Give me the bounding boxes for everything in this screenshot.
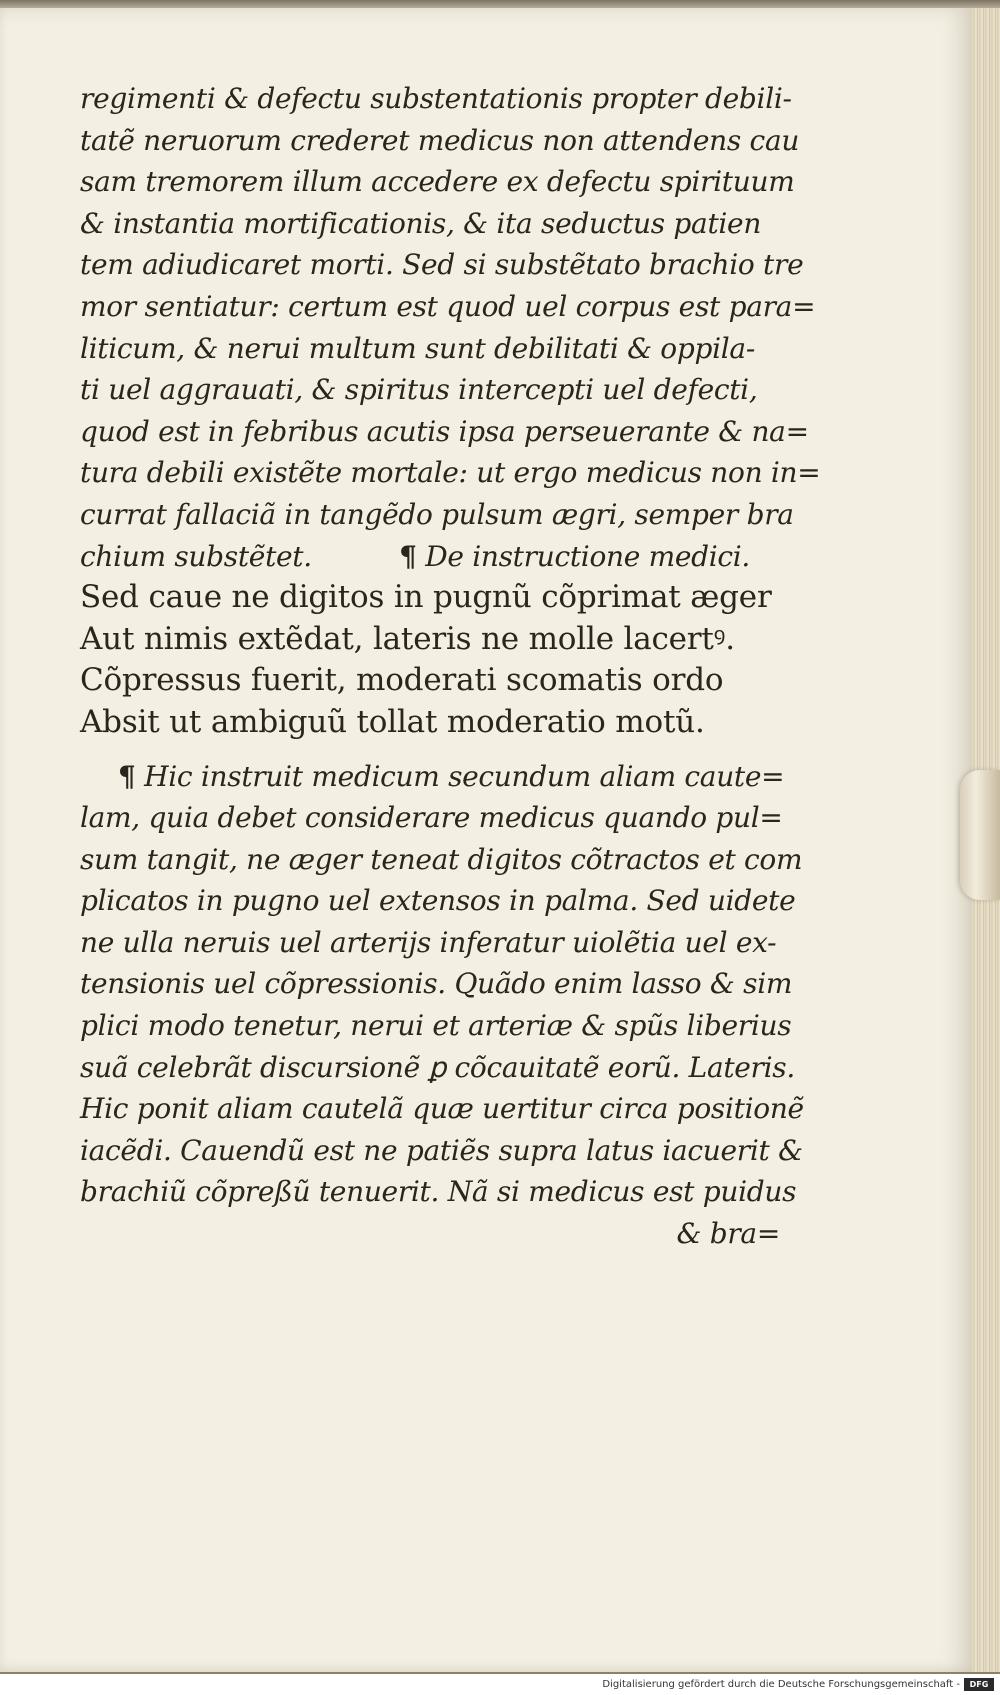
text-line: regimenti & defectu substentationis propter debili- [80, 82, 792, 115]
text-line: tatẽ neruorum crederet medicus non attendens cau [80, 123, 800, 157]
footer-credit: Digitalisierung gefördert durch die Deutsche Forschungsgemeinschaft - [602, 1679, 960, 1690]
text-line: currat fallaciã in tangẽdo pulsum ægri, semper bra [80, 497, 794, 531]
commentary-before [80, 78, 821, 577]
text-line-with-heading [80, 536, 800, 578]
text-line: ne ulla neruis uel arterijs inferatur uiolẽtia uel ex- [80, 925, 777, 959]
text-line: lam, quia debet considerare medicus quando pul= [80, 801, 783, 835]
text-line: & instantia mortificationis, & ita seductus patien [80, 206, 762, 240]
catchword: & bra= [676, 1217, 780, 1251]
text-line: sam tremorem illum accedere ex defectu spirituum [80, 165, 795, 199]
verse-line: Aut nimis extẽdat, lateris ne molle lacertꝰ. [80, 620, 735, 657]
text-line: liticum, & nerui multum sunt debilitati & oppila- [80, 331, 755, 365]
page-text [80, 78, 821, 1255]
text-line: chium substẽtet. [80, 539, 312, 573]
text-line: iacẽdi. Cauendũ est ne patiẽs supra latus iacuerit & [80, 1133, 803, 1167]
commentary-after [80, 756, 804, 1255]
pilcrow-icon: ¶ [399, 539, 417, 573]
text-line: plicatos in pugno uel extensos in palma. Sed uidete [80, 884, 796, 918]
verse-line: Absit ut ambiguũ tollat moderatio motũ. [80, 703, 705, 740]
section-heading: De instructione medici. [425, 539, 751, 573]
text-line: sum tangit, ne æger teneat digitos cõtractos et com [80, 842, 803, 876]
text-line: quod est in febribus acutis ipsa perseuerante & na= [80, 414, 809, 448]
text-line: mor sentiatur: certum est quod uel corpus est para= [80, 289, 816, 323]
pilcrow-icon: ¶ [118, 759, 136, 793]
text-line: tura debili existẽte mortale: ut ergo medicus non in= [80, 456, 821, 490]
text-line-first [80, 756, 800, 798]
dfg-logo: DFG [964, 1678, 994, 1691]
verse-line: Cõpressus fuerit, moderati scomatis ordo [80, 662, 724, 699]
verse-block [80, 577, 800, 743]
text-line: tem adiudicaret morti. Sed si substẽtato brachio tre [80, 248, 804, 282]
text-line: Hic ponit aliam cautelã quæ uertitur circa positionẽ [80, 1092, 804, 1126]
text-line: tensionis uel cõpressionis. Quãdo enim lasso & sim [80, 967, 793, 1001]
text-line: brachiũ cõpreßũ tenuerit. Nã si medicus est puidus [80, 1175, 797, 1209]
text-line: Hic instruit medicum secundum aliam caute= [144, 759, 785, 793]
page-clip [960, 770, 1000, 900]
text-line: ti uel aggrauati, & spiritus intercepti uel defecti, [80, 373, 758, 407]
text-line: suã celebrãt discursionẽ ꝑ cõcauitatẽ eorũ. Lateris. [80, 1050, 795, 1084]
text-line: plici modo tenetur, nerui et arteriæ & spũs liberius [80, 1009, 792, 1043]
verse-line: Sed caue ne digitos in pugnũ cõprimat æger [80, 579, 772, 616]
